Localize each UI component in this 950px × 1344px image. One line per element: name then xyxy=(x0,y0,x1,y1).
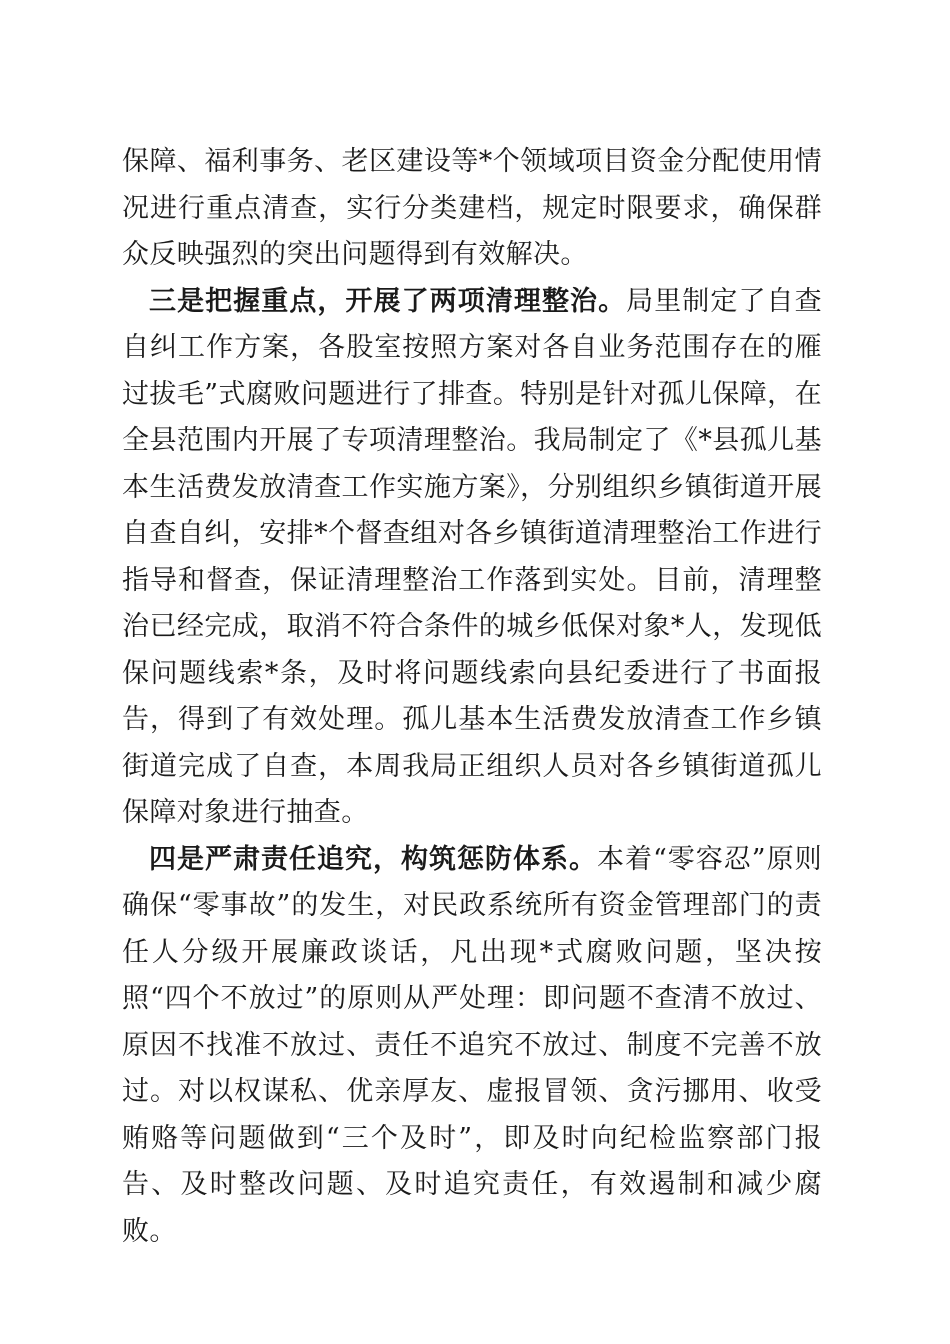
paragraph-2-lead: 三是把握重点，开展了两项清理整治。 xyxy=(149,285,627,317)
paragraph-2 xyxy=(122,279,822,837)
paragraph-3-body: 本着“零容忍”原则确保“零事故”的发生，对民政系统所有资金管理部门的责任人分级开展廉政谈话，凡出现*式腐败问题，坚决按照“四个不放过”的原则从严处理：即问题不查清不放过、原因不找准不放过、责任不追究不放过、制度不完善不放过。对以权谋私、优亲厚友、虚报冒领、贪污挪用、收受贿赂等问题做到“三个及时”，即及时向纪检监察部门报告、及时整改问题、及时追究责任，有效遏制和减少腐败。 xyxy=(122,843,822,1247)
paragraph-3-lead: 四是严肃责任追究，构筑惩防体系。 xyxy=(149,843,597,875)
paragraph-3 xyxy=(122,837,822,1256)
paragraph-1 xyxy=(122,139,822,279)
paragraph-2-body: 局里制定了自查自纠工作方案，各股室按照方案对各自业务范围存在的雁过拔毛”式腐败问题进行了排查。特别是针对孤儿保障，在全县范围内开展了专项清理整治。我局制定了《*县孤儿基本生活费发放清查工作实施方案》，分别组织乡镇街道开展自查自纠，安排*个督查组对各乡镇街道清理整治工作进行指导和督查，保证清理整治工作落到实处。目前，清理整治已经完成，取消不符合条件的城乡低保对象*人，发现低保问题线索*条，及时将问题线索向县纪委进行了书面报告，得到了有效处理。孤儿基本生活费发放清查工作乡镇街道完成了自查，本周我局正组织人员对各乡镇街道孤儿保障对象进行抽查。 xyxy=(122,285,822,828)
document-body xyxy=(122,139,822,1255)
paragraph-1-body: 保障、福利事务、老区建设等*个领域项目资金分配使用情况进行重点清查，实行分类建档，规定时限要求，确保群众反映强烈的突出问题得到有效解决。 xyxy=(122,146,822,270)
